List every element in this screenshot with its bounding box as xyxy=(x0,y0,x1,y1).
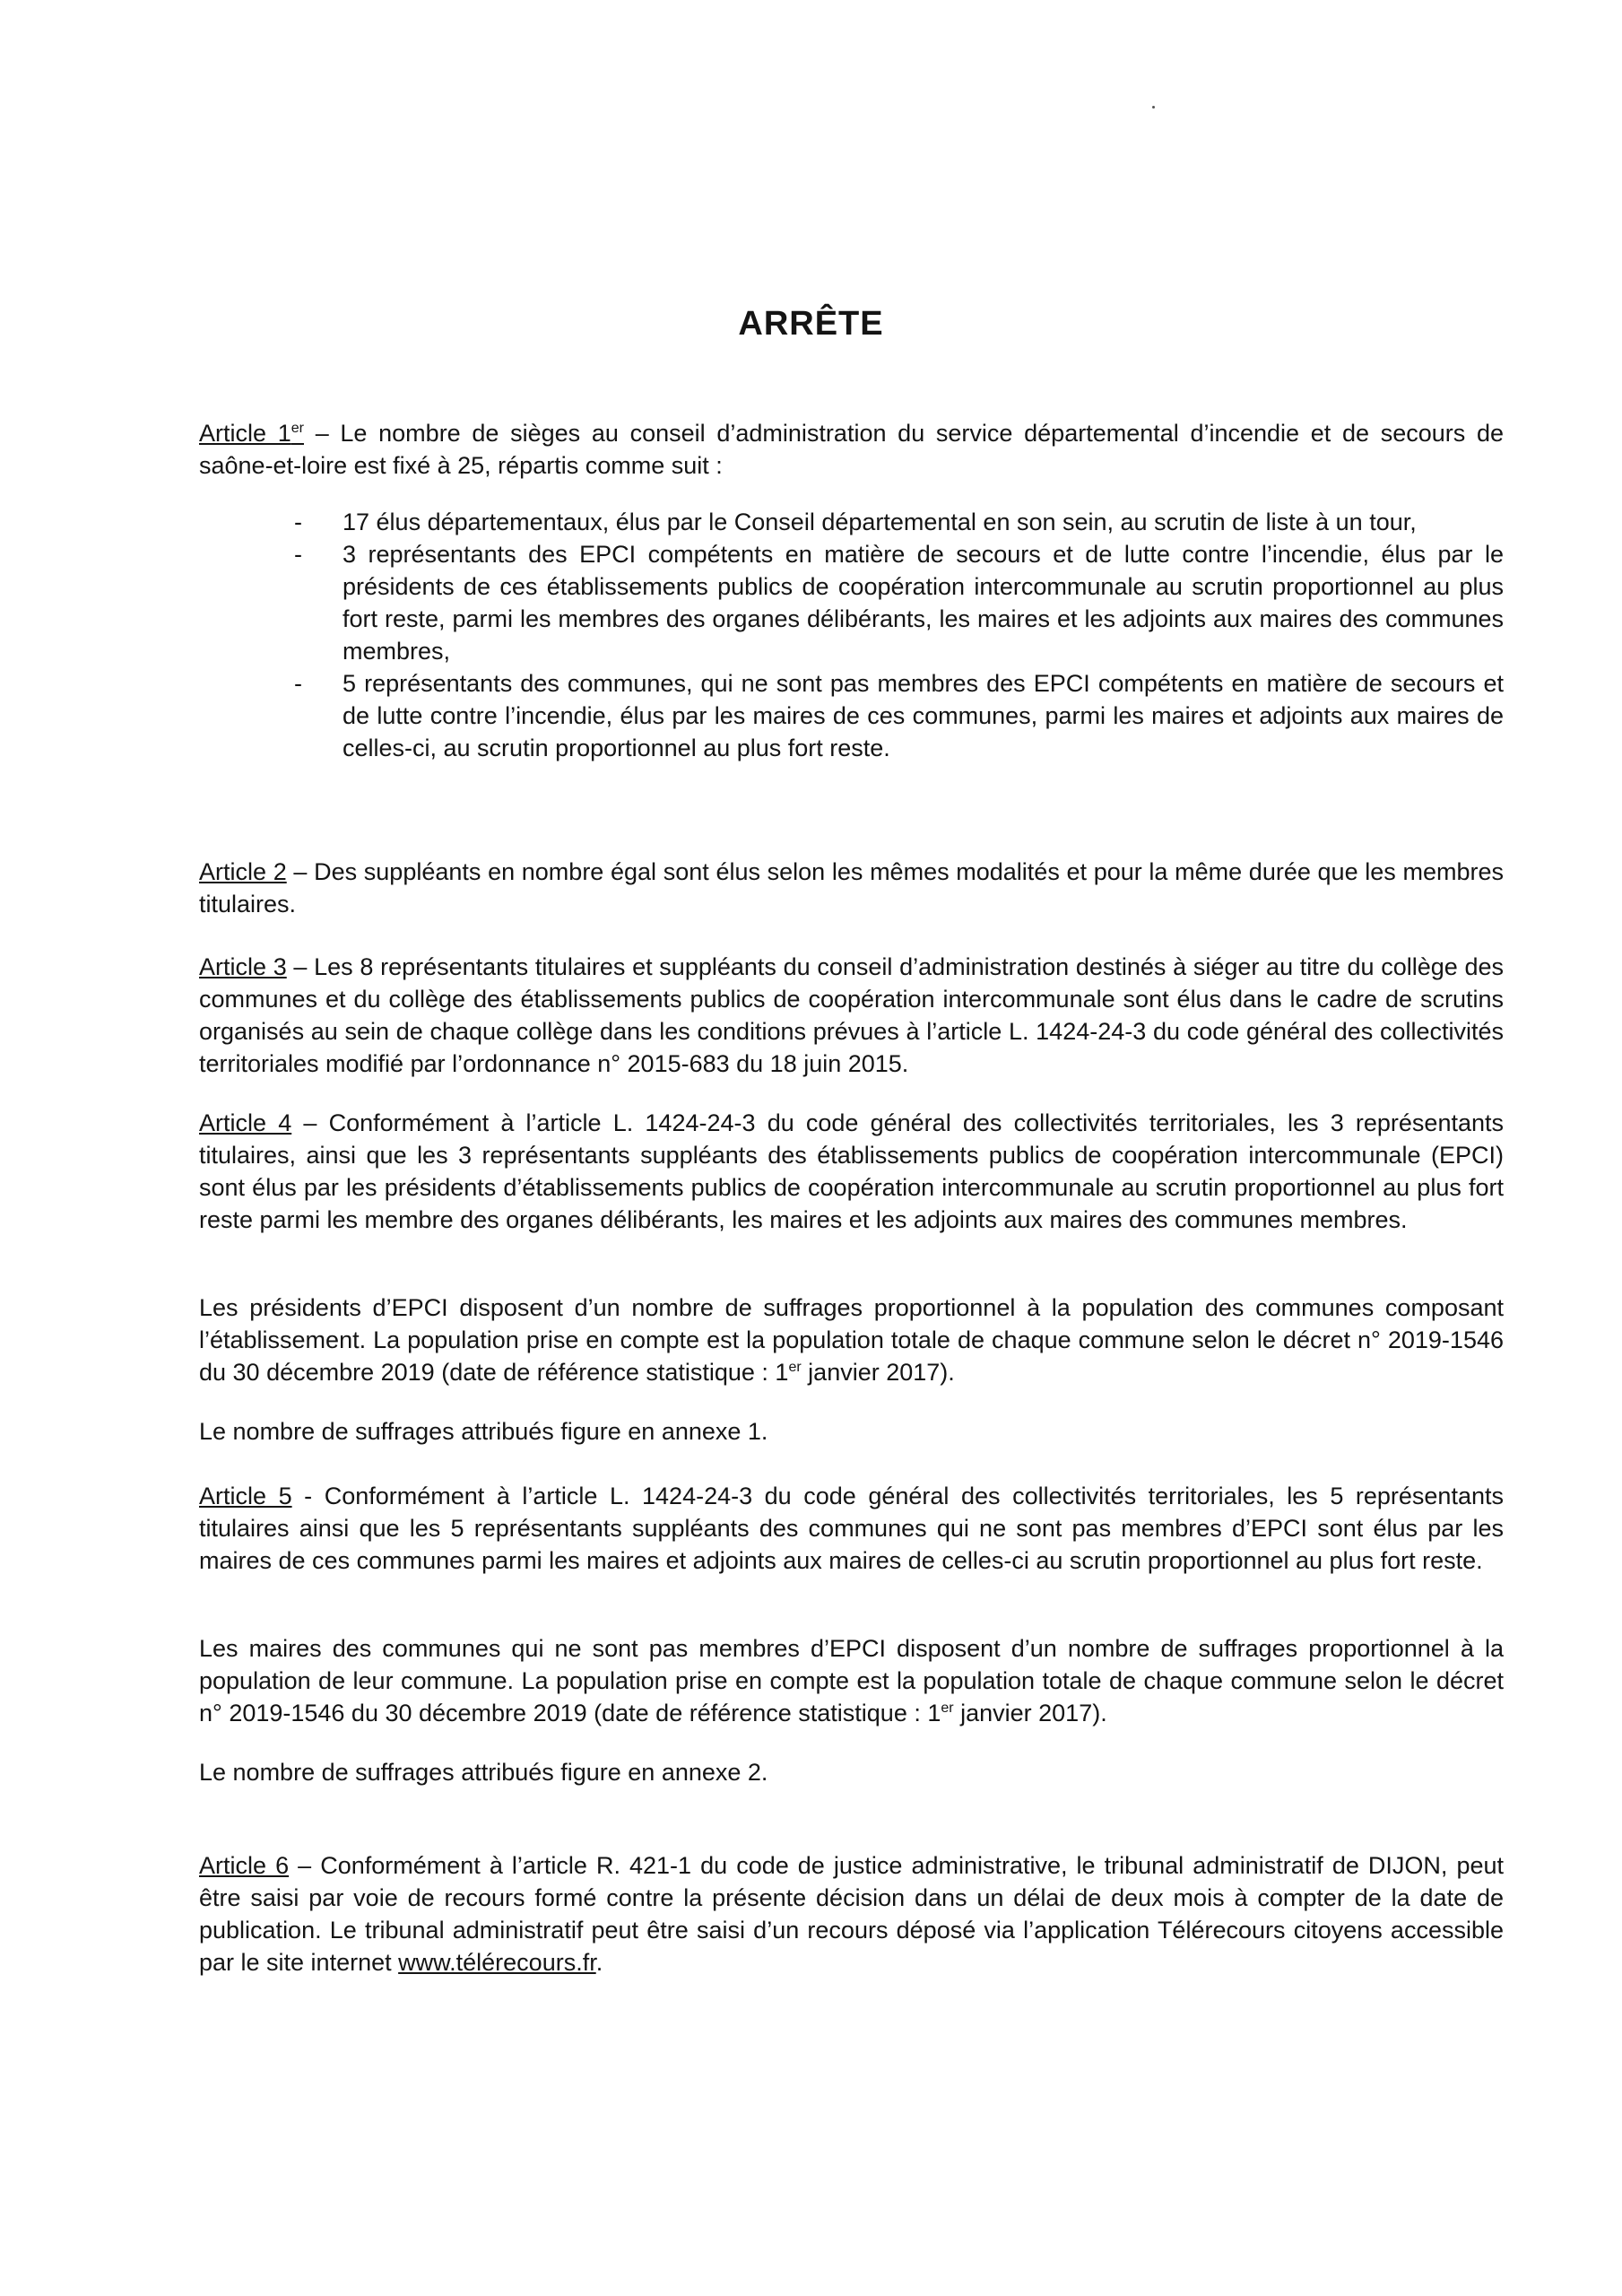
article-6: Article 6 – Conformément à l’article R. 421-1 du code de justice administrative, le tribunal administratif de DIJON, peut être saisi par voie de recours formé contre la présente décision dans un délai de deux mois à compter de la date de publication. Le tribunal administratif peut être saisi d’un recours déposé via l’application Télérecours citoyens accessible par le site internet www.télérecours.fr. xyxy=(199,1852,1504,1976)
article-1-list xyxy=(199,506,1504,764)
article-4-paragraph-2: Les présidents d’EPCI disposent d’un nombre de suffrages proportionnel à la population des communes composant l’établissement. La population prise en compte est la population totale de chaque commune selon le décret n° 2019-1546 du 30 décembre 2019 (date de référence statistique : 1er janvier 2017). xyxy=(199,1294,1504,1386)
article-5-paragraph-2: Les maires des communes qui ne sont pas membres d’EPCI disposent d’un nombre de suffrages proportionnel à la population de leur commune. La population prise en compte est la population totale de chaque commune selon le décret n° 2019-1546 du 30 décembre 2019 (date de référence statistique : 1er janvier 2017). xyxy=(199,1635,1504,1726)
article-5-label: Article 5 xyxy=(199,1483,292,1509)
list-item: - 17 élus départementaux, élus par le Conseil départemental en son sein, au scrutin de liste à un tour, xyxy=(294,509,1417,535)
article-1-text: – Le nombre de sièges au conseil d’administration du service départemental d’incendie et de secours de saône-et-loire est fixé à 25, répartis comme suit : xyxy=(199,420,1504,479)
article-1-intro xyxy=(199,417,1504,482)
article-4-text: – Conformément à l’article L. 1424-24-3 du code général des collectivités territoriales, les 3 représentants titulaires, ainsi que les 3 représentants suppléants des établissements publics de coopération intercommunale (EPCI) sont élus par les présidents d’établissements publics de coopération intercommunale au scrutin proportionnel au plus fort reste parmi les membre des organes délibérants, les maires et les adjoints aux maires des communes membres. xyxy=(199,1109,1504,1233)
article-1-label: Article 1er xyxy=(199,420,304,447)
telerecours-link[interactable]: www.télérecours.fr xyxy=(398,1949,596,1976)
list-item: - 3 représentants des EPCI compétents en matière de secours et de lutte contre l’incendie, élus par le présidents de ces établissements publics de coopération intercommunale au scrutin proportionnel au plus fort reste, parmi les membres des organes délibérants, les maires et les adjoints aux maires des communes membres, xyxy=(294,541,1504,665)
list-item: - 5 représentants des communes, qui ne sont pas membres des EPCI compétents en matière de secours et de lutte contre l’incendie, élus par les maires de ces communes, parmi les maires et adjoints aux maires de celles-ci, au scrutin proportionnel au plus fort reste. xyxy=(294,670,1504,761)
article-4-label: Article 4 xyxy=(199,1109,292,1136)
article-6-label: Article 6 xyxy=(199,1852,290,1879)
article-4-paragraph-3: Le nombre de suffrages attribués figure en annexe 1. xyxy=(199,1418,768,1445)
article-4 xyxy=(199,1107,1504,1236)
page-title: ARRÊTE xyxy=(738,305,884,343)
article-3-label: Article 3 xyxy=(199,953,287,980)
article-5 xyxy=(199,1480,1504,1577)
article-2 xyxy=(199,856,1504,920)
article-5-paragraph-3: Le nombre de suffrages attribués figure en annexe 2. xyxy=(199,1759,768,1786)
article-5-text: - Conformément à l’article L. 1424-24-3 du code général des collectivités territoriales, les 5 représentants titulaires ainsi que les 5 représentants suppléants des communes qui ne sont pas membres d’EPCI sont élus par les maires de ces communes parmi les maires et adjoints aux maires de celles-ci au scrutin proportionnel au plus fort reste. xyxy=(199,1483,1504,1574)
article-6-text: – Conformément à l’article R. 421-1 du code de justice administrative, le tribunal administratif de DIJON, peut être saisi par voie de recours formé contre la présente décision dans un délai de deux mois à compter de la date de publication. Le tribunal administratif peut être saisi d’un recours déposé via l’application Télérecours citoyens accessible par le site internet xyxy=(199,1852,1504,1976)
article-2-text: – Des suppléants en nombre égal sont élus selon les mêmes modalités et pour la même durée que les membres titulaires. xyxy=(199,858,1504,918)
scan-speck xyxy=(1152,106,1155,109)
article-3-text: – Les 8 représentants titulaires et suppléants du conseil d’administration destinés à siéger au titre du collège des communes et du collège des établissements publics de coopération intercommunale sont élus dans le cadre de scrutins organisés au sein de chaque collège dans les conditions prévues à l’article L. 1424-24-3 du code général des collectivités territoriales modifié par l’ordonnance n° 2015-683 du 18 juin 2015. xyxy=(199,953,1504,1077)
article-2-label: Article 2 xyxy=(199,858,287,885)
article-3 xyxy=(199,951,1504,1080)
